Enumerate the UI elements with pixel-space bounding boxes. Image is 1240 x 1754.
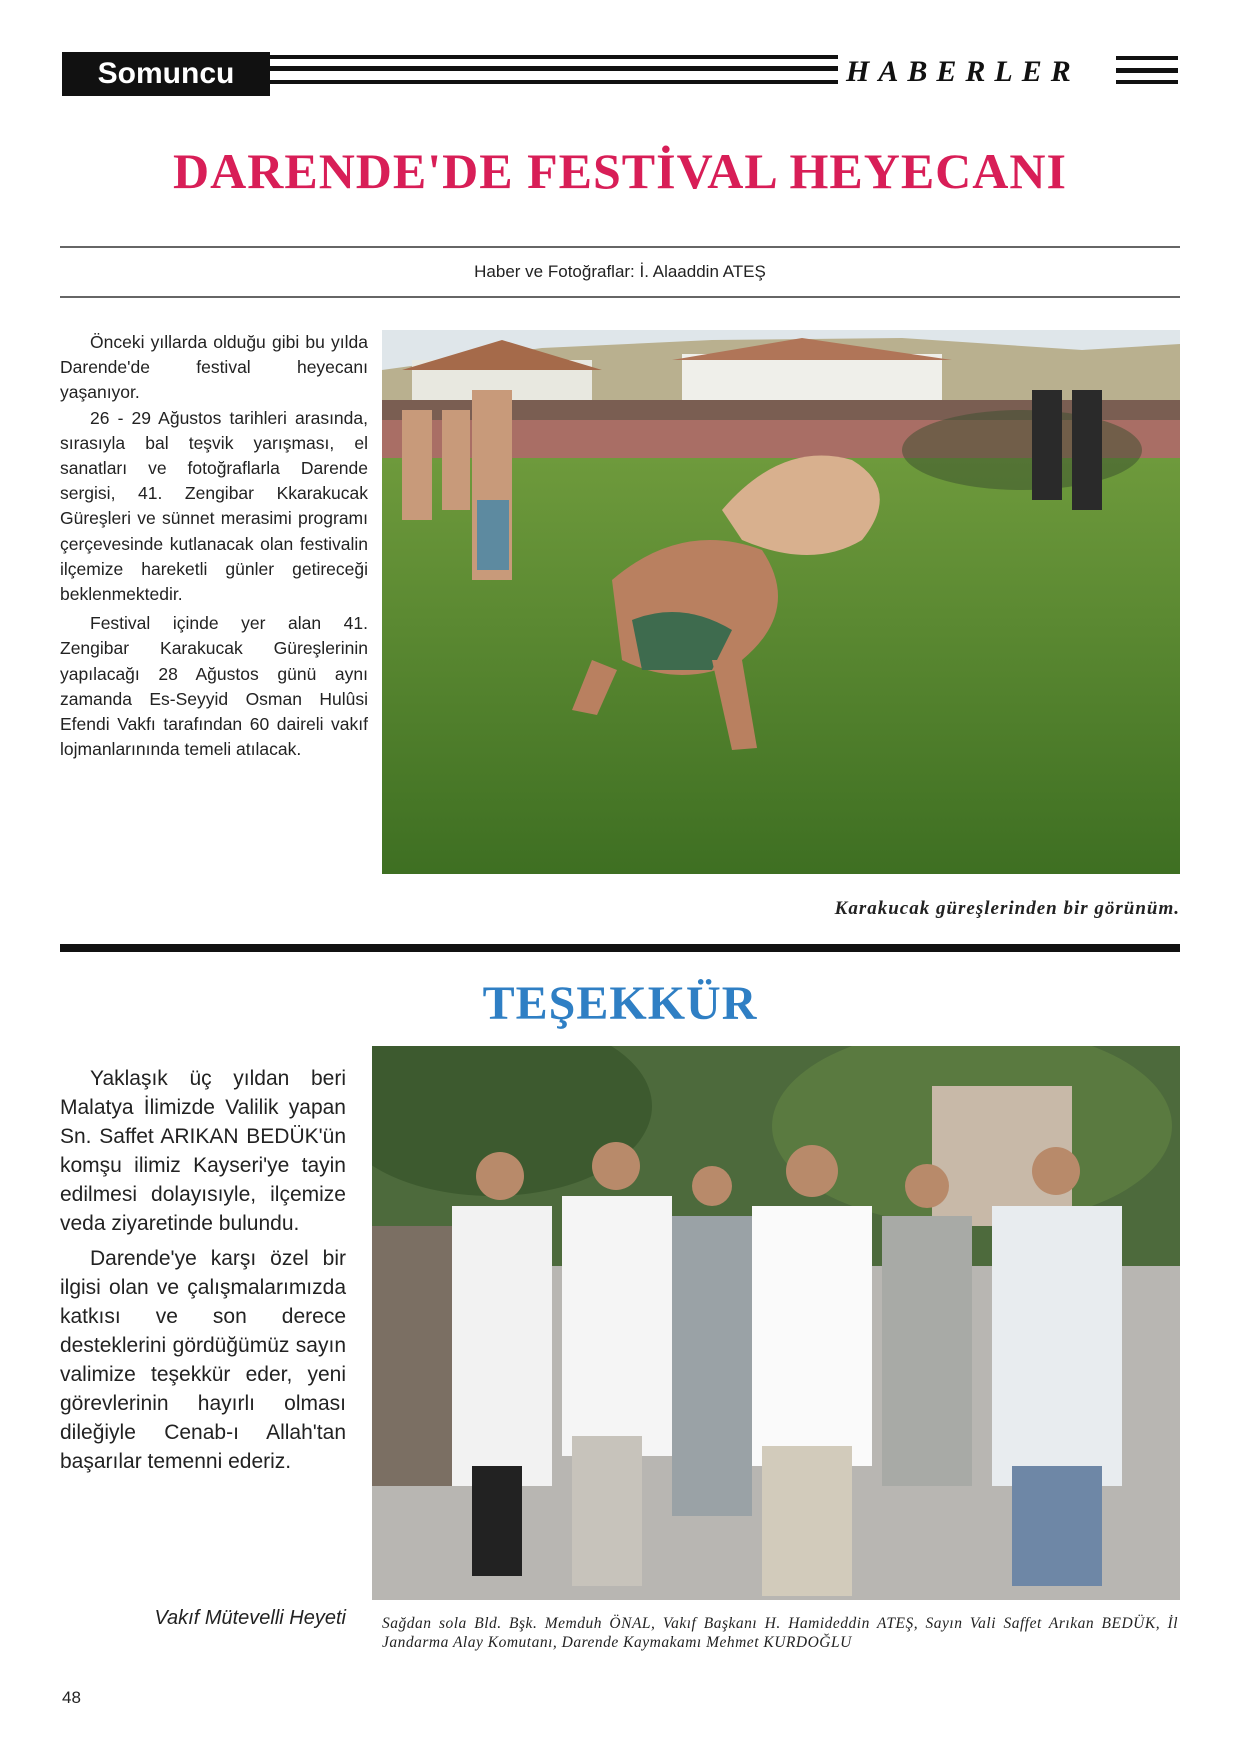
masthead-rule [270, 66, 838, 71]
divider [60, 296, 1180, 298]
masthead-rule [270, 55, 838, 59]
section-title: HABERLER [846, 55, 1080, 88]
headline: DARENDE'DE FESTİVAL HEYECANI [173, 143, 1067, 199]
officials-photo [372, 1046, 1180, 1600]
masthead-rule [270, 80, 838, 84]
masthead-brand: Somuncu Baba [97, 57, 235, 134]
paragraph: Festival içinde yer alan 41. Zengibar Karakucak Güreşlerinin yapılacağı 28 Ağustos günü aynı zamanda Es-Seyyid Osman Hulûsi Efendi Vakfı tarafından 60 daireli vakıf lojmanlarınında temeli atılacak. [60, 613, 368, 760]
article-body [60, 1064, 346, 1476]
paragraph: Önceki yıllarda olduğu gibi bu yılda Darende'de festival heyecanı yaşanıyor. [60, 332, 368, 403]
paragraph: Yaklaşık üç yıldan beri Malatya İlimizde Valilik yapan Sn. Saffet ARIKAN BEDÜK'ün komşu ilimiz Kayseri'ye tayin edilmesi dolayısıyle, ilçemize veda ziyaretinde bulundu. [60, 1067, 346, 1235]
masthead-logo [62, 52, 270, 134]
section-divider [60, 944, 1180, 952]
photo-caption: Sağdan sola Bld. Bşk. Memduh ÖNAL, Vakıf Başkanı H. Hamideddin ATEŞ, Sayın Vali Saffet Arıkan BEDÜK, İl Jandarma Alay Komutanı, Darende Kaymakamı Mehmet KURDOĞLU [382, 1615, 1178, 1651]
wrestling-photo [382, 330, 1180, 874]
article-body [60, 330, 368, 762]
masthead-rule [1116, 56, 1178, 60]
photo-caption: Karakucak güreşlerinden bir görünüm. [834, 898, 1180, 919]
masthead-rule [1116, 68, 1178, 73]
divider [60, 246, 1180, 248]
paragraph: Darende'ye karşı özel bir ilgisi olan ve çalışmalarımızda katkısı ve son derece desteklerini gördüğümüz sayın valimize teşekkür eder, yeni görevlerinin hayırlı olması dileğiyle Cenab-ı Allah'tan başarılar temenni ederiz. [60, 1247, 346, 1473]
paragraph: 26 - 29 Ağustos tarihleri arasında, sırasıyla bal teşvik yarışması, el sanatları ve fotoğraflarla Darende sergisi, 41. Zengibar Kkarakucak Güreşleri ve sünnet merasimi programı çerçevesinde kutlanacak olan festivalin ilçemize hareketli günler getireceği beklenmektedir. [60, 407, 368, 605]
byline: Haber ve Fotoğraflar: İ. Alaaddin ATEŞ [474, 262, 766, 281]
masthead-rule [1116, 80, 1178, 84]
page-number: 48 [62, 1688, 81, 1707]
signature: Vakıf Mütevelli Heyeti [154, 1607, 346, 1629]
headline: TEŞEKKÜR [482, 977, 758, 1030]
